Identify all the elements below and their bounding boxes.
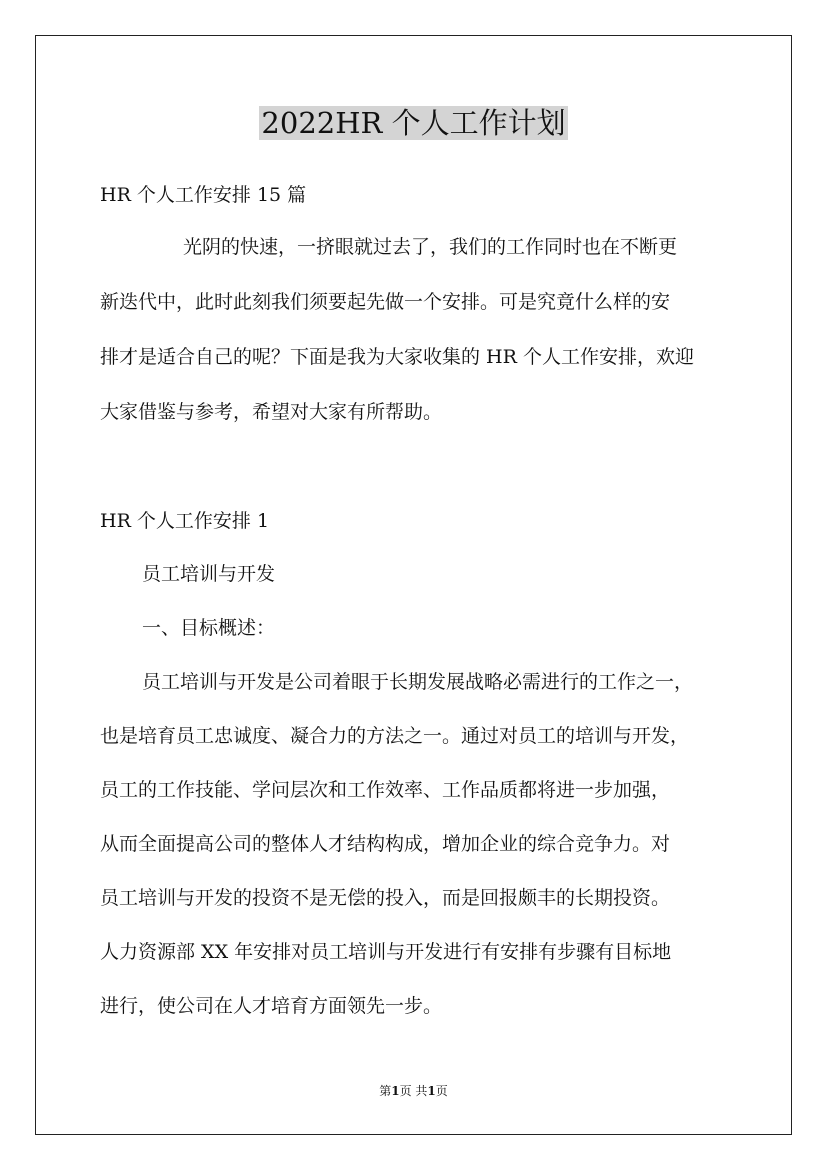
page-footer xyxy=(0,1083,827,1099)
intro-line: 新迭代中，此时此刻我们须要起先做一个安排。可是究竟什么样的安 xyxy=(100,291,671,313)
document-subtitle: HR 个人工作安排 15 篇 xyxy=(100,184,307,206)
intro-line: 光阴的快速，一挤眼就过去了，我们的工作同时也在不断更 xyxy=(183,236,678,258)
section-topic: 员工培训与开发 xyxy=(142,563,276,585)
intro-line: 排才是适合自己的呢？下面是我为大家收集的 HR 个人工作安排，欢迎 xyxy=(100,346,694,368)
document-title-text: 2022HR 个人工作计划 xyxy=(261,106,566,140)
body-line: 员工的工作技能、学问层次和工作效率、工作品质都将进一步加强， xyxy=(100,779,671,801)
footer-page-mid: 页 共 xyxy=(399,1084,428,1098)
body-line: 人力资源部 XX 年安排对员工培训与开发进行有安排有步骤有目标地 xyxy=(100,941,672,963)
subsection-heading: 一、目标概述： xyxy=(142,617,276,639)
footer-page-suffix: 页 xyxy=(435,1084,448,1098)
footer-page-prefix: 第 xyxy=(379,1084,392,1098)
body-line: 员工培训与开发是公司着眼于长期发展战略必需进行的工作之一， xyxy=(142,671,694,693)
intro-line: 大家借鉴与参考，希望对大家有所帮助。 xyxy=(100,401,443,423)
body-line: 员工培训与开发的投资不是无偿的投入，而是回报颇丰的长期投资。 xyxy=(100,887,671,909)
document-title xyxy=(0,104,827,142)
body-line: 从而全面提高公司的整体人才结构构成，增加企业的综合竞争力。对 xyxy=(100,833,671,855)
footer-page-total: 1 xyxy=(427,1084,436,1098)
footer-page-number: 1 xyxy=(391,1084,400,1098)
body-line: 进行，使公司在人才培育方面领先一步。 xyxy=(100,995,443,1017)
section-heading: HR 个人工作安排 1 xyxy=(100,510,270,532)
body-line: 也是培育员工忠诚度、凝合力的方法之一。通过对员工的培训与开发， xyxy=(100,725,690,747)
